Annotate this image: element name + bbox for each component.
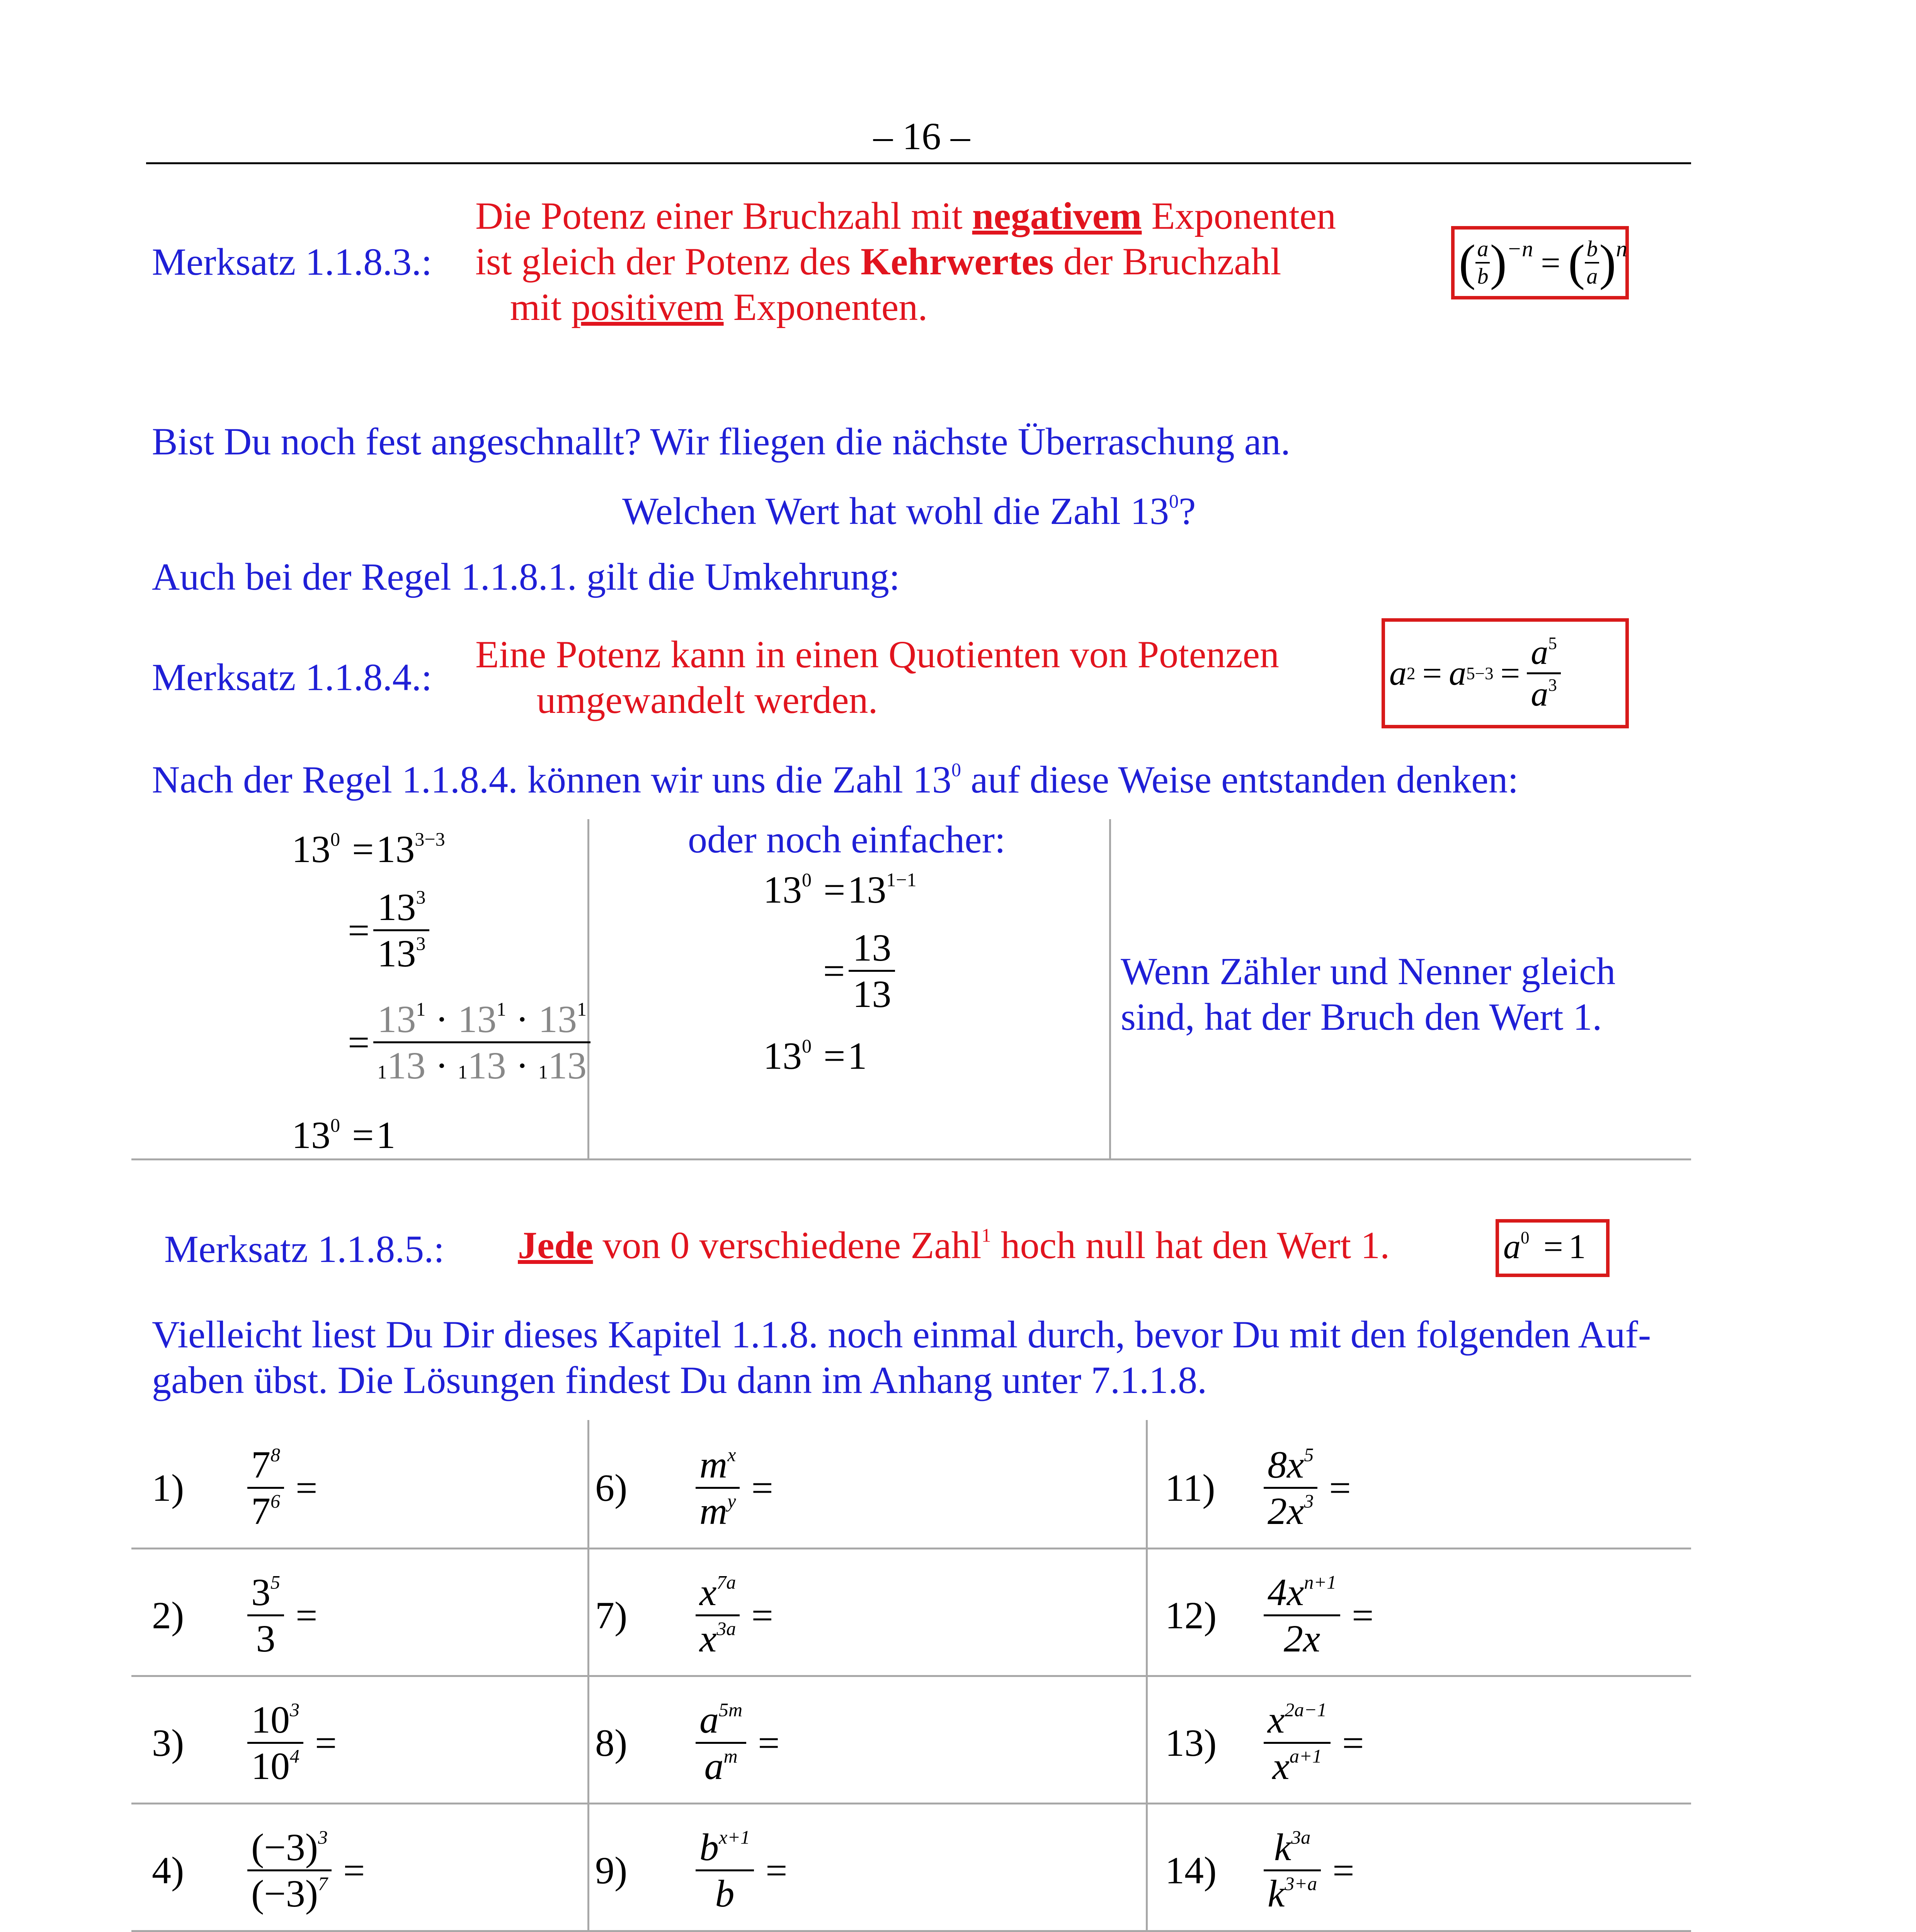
exercise-3: [1165, 1430, 1351, 1546]
merksatz-1185-text: Jede von 0 verschiedene Zahl$^1$ hoch null hat den Wert 1.: [518, 1224, 1390, 1267]
exercise-row-rule-2: [131, 1675, 1691, 1677]
formula-1185: $a^0 = 1$: [1503, 1228, 1586, 1266]
exercise-label: 11): [1165, 1466, 1215, 1509]
derivation-col2-heading: oder noch einfacher:: [688, 818, 1006, 861]
exercise-1: [152, 1430, 317, 1546]
derivation-col1-step1: $13^0 =13^{3-3}$: [292, 828, 445, 871]
intro-question: Welchen Wert hat wohl die Zahl $13^0$?: [622, 490, 1196, 532]
merksatz-1184-line2: umgewandelt werden.: [536, 679, 878, 721]
exercise-11: [595, 1812, 787, 1928]
exercise-expression: $\frac{4x^{n+1}}{2x}$ =: [1264, 1570, 1374, 1661]
derivation-divider-2: [1109, 819, 1111, 1159]
exercise-expression: $\frac{b^{x+1}}{b}$ =: [696, 1825, 787, 1916]
formula-1184: a 2 = a 5−3 = $\frac{a^5}{a^3}$: [1389, 622, 1561, 724]
merksatz-1183-label: Merksatz 1.1.8.3.:: [152, 240, 432, 283]
merksatz-1184-text: [475, 632, 1280, 723]
derivation-bottom-rule: [131, 1158, 1691, 1160]
exercise-intro: Vielleicht liest Du Dir dieses Kapitel 1.1.8. noch einmal durch, bevor Du mit den folgenden Auf- gaben übst. Die Lösungen findest Du dann im Anhang unter 7.1.1.8.: [152, 1313, 1651, 1401]
exercise-label: 12): [1165, 1594, 1217, 1637]
exercise-label: 7): [595, 1594, 628, 1637]
exercise-label: 6): [595, 1466, 628, 1509]
merksatz-1183-line1: Die Potenz einer Bruchzahl mit negativem Exponenten: [475, 194, 1336, 237]
derivation-intro: Nach der Regel 1.1.8.4. können wir uns die Zahl $13^0$ auf diese Weise entstanden denken:: [152, 758, 1519, 801]
intro-line1: Bist Du noch fest angeschnallt? Wir fliegen die nächste Überraschung an.: [152, 420, 1290, 463]
exercise-label: 14): [1165, 1849, 1217, 1892]
exercise-row-rule-1: [131, 1548, 1691, 1549]
merksatz-1183-line3: mit positivem Exponenten.: [510, 286, 928, 328]
exercise-expression: $\frac{(-3)^3}{(-3)^7}$ =: [247, 1825, 365, 1916]
page-number: – 16 –: [873, 115, 970, 158]
exercise-expression: $\frac{k^{3a}}{k^{3+a}}$ =: [1264, 1825, 1354, 1916]
exercise-label: 4): [152, 1849, 184, 1892]
exercise-label: 1): [152, 1466, 184, 1509]
derivation-col1-step3: = $\frac{13^1 \cdot 13^1 \cdot 13^1}{113 \cdot 113 \cdot 113}$: [348, 997, 590, 1088]
intro-line3: Auch bei der Regel 1.1.8.1. gilt die Umkehrung:: [152, 555, 900, 598]
merksatz-1183-text: [475, 193, 1336, 330]
merksatz-1183-line2: ist gleich der Potenz des Kehrwertes der Bruchzahl: [475, 240, 1281, 283]
derivation-col1-step2: = $\frac{13^3}{13^3}$: [348, 885, 429, 976]
exercise-6: [1165, 1557, 1374, 1673]
exercise-9: [1165, 1685, 1364, 1801]
derivation-col2-step2: = $\frac{13}{13}$: [823, 925, 895, 1016]
exercise-label: 8): [595, 1721, 628, 1764]
exercise-expression: $\frac{x^{2a-1}}{x^{a+1}}$ =: [1264, 1697, 1364, 1788]
exercise-expression: $\frac{8x^5}{2x^3}$ =: [1264, 1442, 1351, 1533]
derivation-col2-step1: $13^0 =13^{1-1}$: [763, 868, 917, 911]
merksatz-1185-label: Merksatz 1.1.8.5.:: [164, 1228, 444, 1270]
merksatz-1184-line1: Eine Potenz kann in einen Quotienten von Potenzen: [475, 633, 1280, 676]
exercise-label: 9): [595, 1849, 628, 1892]
exercise-label: 13): [1165, 1721, 1217, 1764]
derivation-col1-result: $13^0 =1$: [292, 1114, 396, 1156]
exercise-expression: $\frac{7^8}{7^6}$ =: [247, 1442, 317, 1533]
exercise-12: [1165, 1812, 1354, 1928]
exercise-5: [595, 1557, 773, 1673]
exercise-label: 2): [152, 1594, 184, 1637]
exercise-expression: $\frac{10^3}{10^4}$ =: [247, 1697, 337, 1788]
exercise-7: [152, 1685, 337, 1801]
exercise-expression: $\frac{x^{7a}}{x^{3a}}$ =: [696, 1570, 773, 1661]
exercise-2: [595, 1430, 773, 1546]
exercise-row-rule-3: [131, 1803, 1691, 1804]
exercise-10: [152, 1812, 365, 1928]
exercise-4: [152, 1557, 317, 1673]
derivation-divider-1: [587, 819, 589, 1159]
formula-1183: ( $\frac{a}{b}$ ) −n = ( $\frac{b}{a}$ ) n: [1459, 235, 1627, 291]
derivation-col2-result: $13^0 =1$: [763, 1034, 867, 1077]
header-rule: [146, 162, 1691, 164]
merksatz-1184-label: Merksatz 1.1.8.4.:: [152, 656, 432, 699]
exercise-8: [595, 1685, 780, 1801]
exercise-expression: $\frac{a^{5m}}{a^m}$ =: [696, 1697, 780, 1788]
derivation-col3-note: Wenn Zähler und Nenner gleich sind, hat der Bruch den Wert 1.: [1121, 950, 1616, 1038]
exercise-label: 3): [152, 1721, 184, 1764]
exercise-expression: $\frac{3^5}{3}$ =: [247, 1570, 317, 1661]
exercise-row-rule-4: [131, 1930, 1691, 1932]
exercise-expression: $\frac{m^x}{m^y}$ =: [696, 1442, 773, 1533]
